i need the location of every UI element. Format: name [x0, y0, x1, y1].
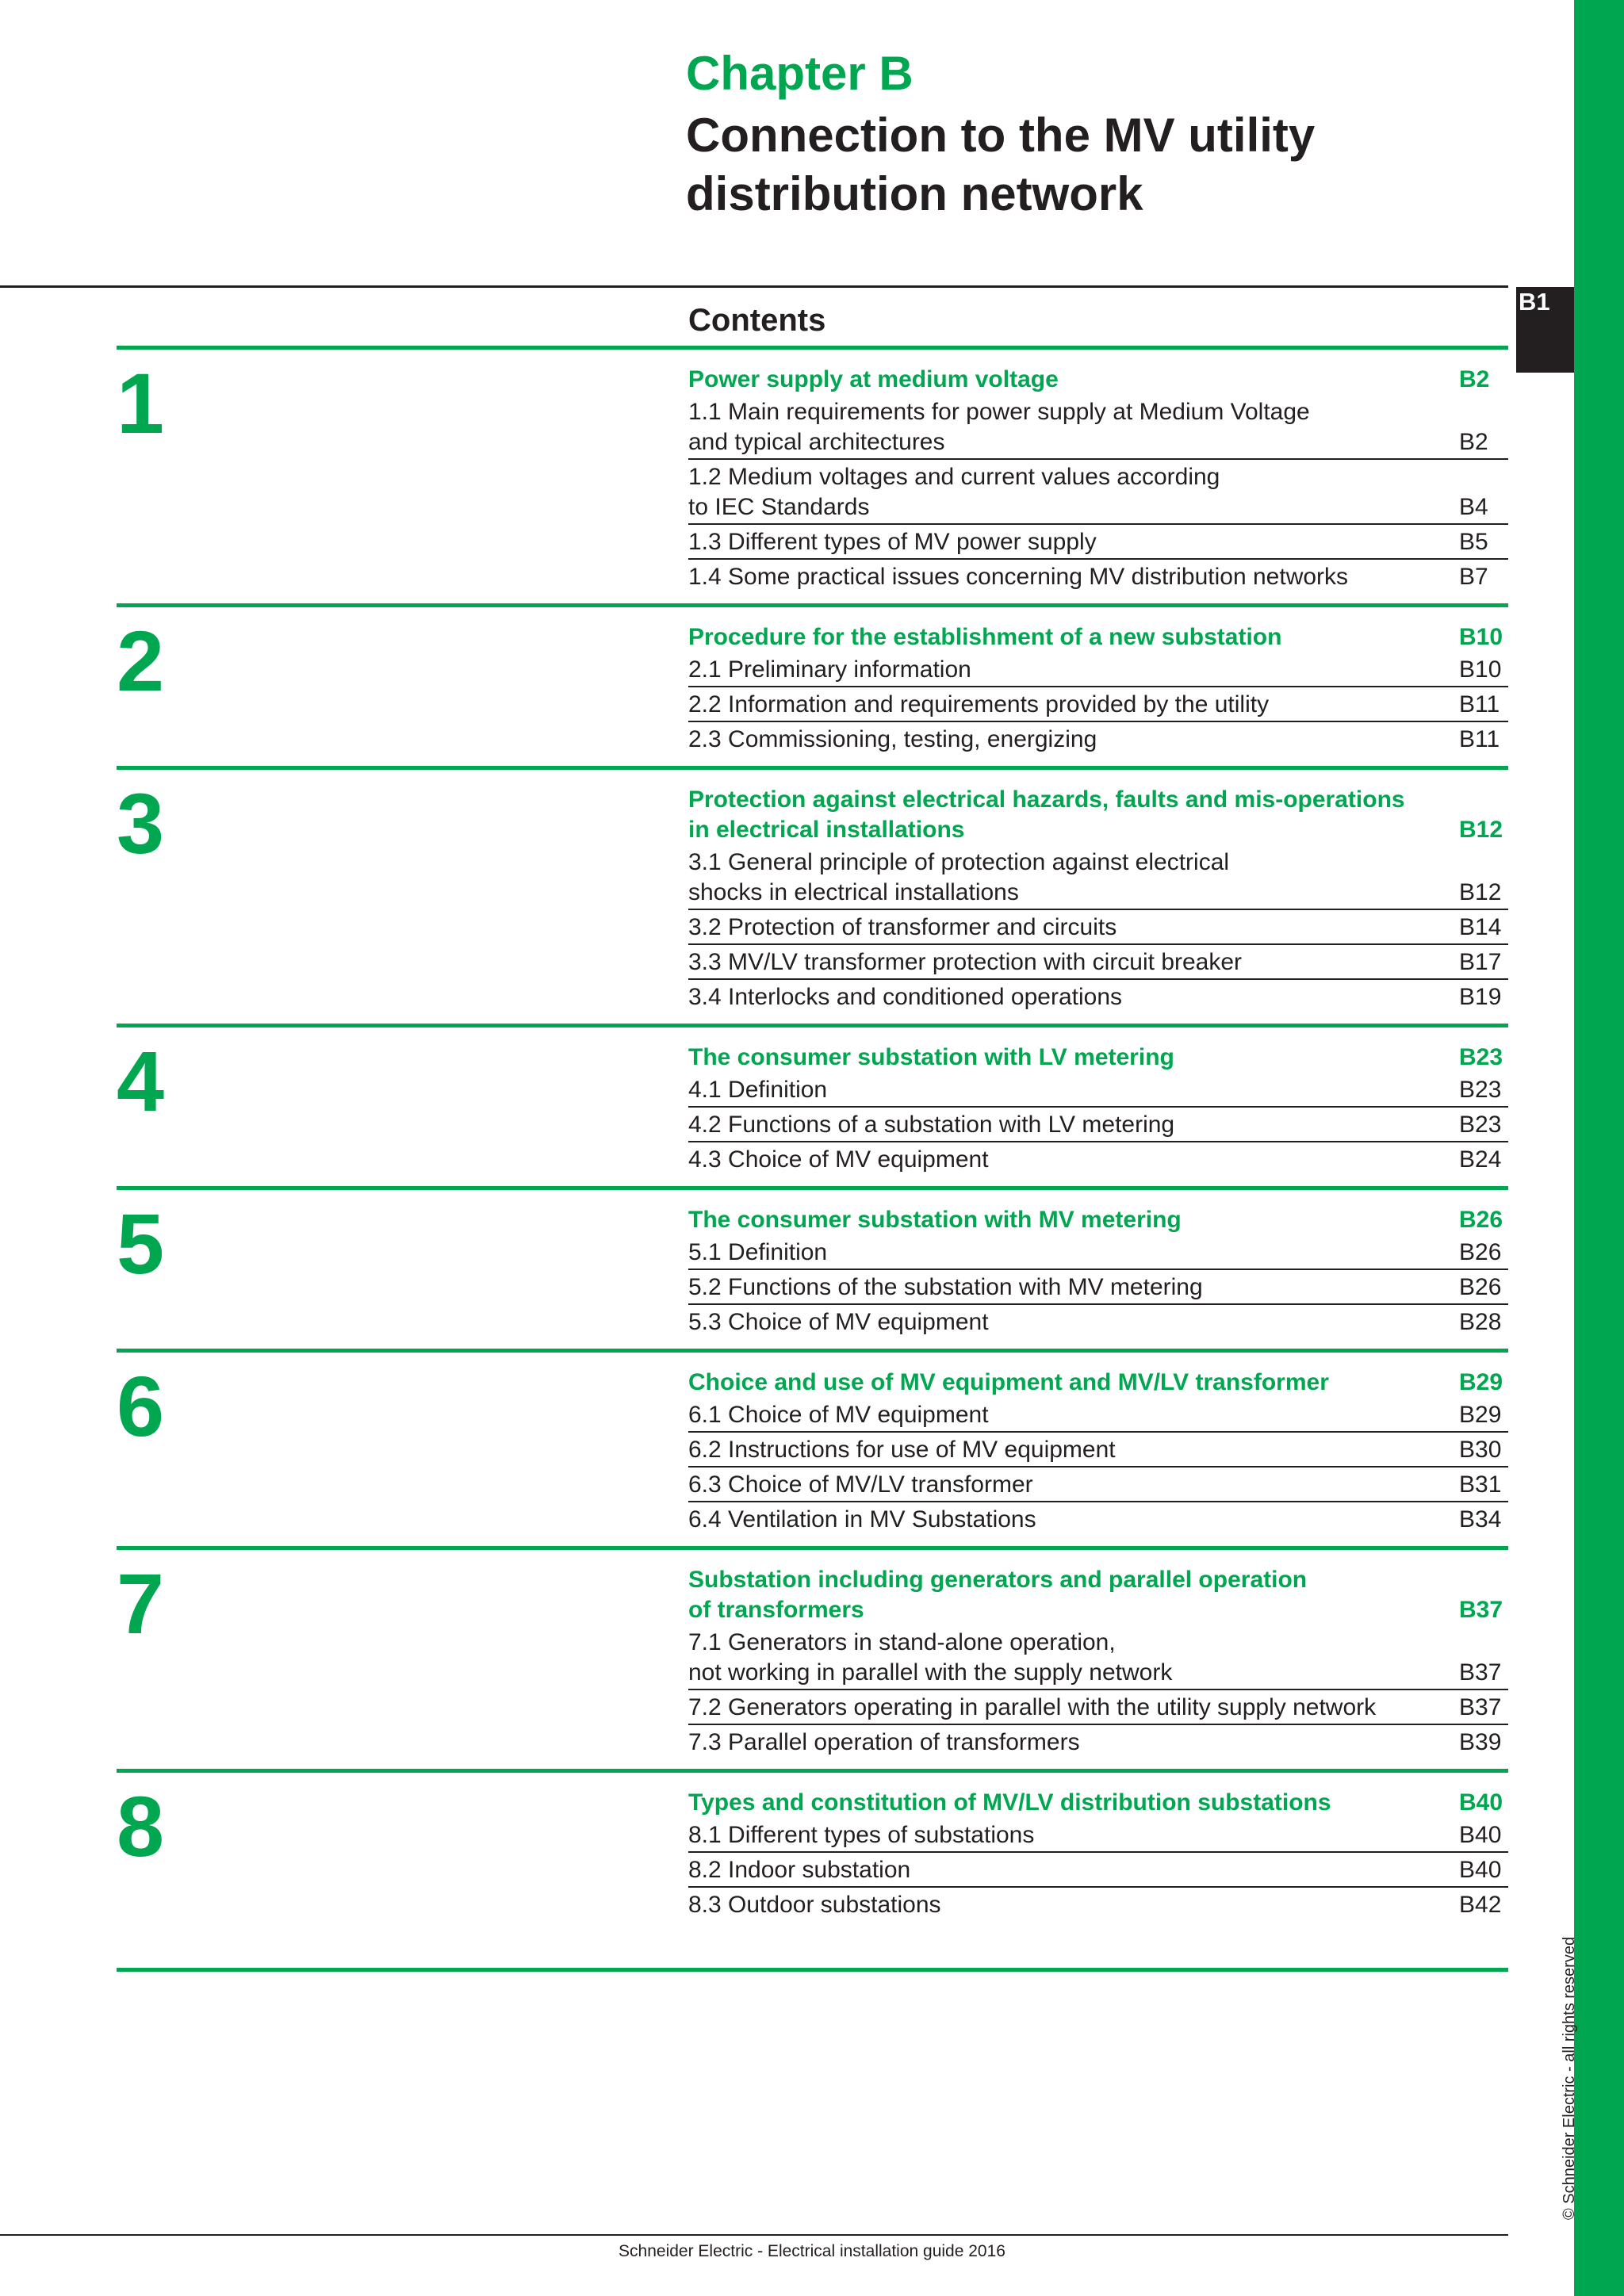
- toc-entry-page: B10: [1459, 656, 1502, 683]
- toc-entry-text: 5.1 Definition: [688, 1239, 828, 1265]
- toc-section: [117, 1769, 1508, 1931]
- toc-entry[interactable]: [688, 1820, 1508, 1853]
- toc-section: [117, 603, 1508, 766]
- section-page-ref: B26: [1459, 1207, 1503, 1233]
- toc-entry-page: B11: [1459, 691, 1500, 718]
- section-number: 1: [117, 355, 165, 451]
- section-entries: [688, 1043, 1508, 1176]
- chapter-label: Chapter B: [686, 47, 914, 100]
- toc-entry[interactable]: [688, 562, 1508, 593]
- header-divider: [0, 285, 1508, 288]
- page-number-label: B1: [1519, 288, 1550, 316]
- toc-entry-text: 8.3 Outdoor substations: [688, 1892, 941, 1918]
- section-page-ref: B40: [1459, 1789, 1503, 1816]
- section-page-ref: B37: [1459, 1597, 1503, 1623]
- section-page-ref: B29: [1459, 1369, 1503, 1395]
- side-accent-bar: [1574, 0, 1624, 2296]
- footer-divider: [0, 2234, 1508, 2236]
- section-page-ref: B10: [1459, 624, 1503, 650]
- toc-entry-text: 5.2 Functions of the substation with MV metering: [688, 1274, 1203, 1300]
- section-page-ref: B23: [1459, 1044, 1503, 1070]
- section-number: 7: [117, 1556, 165, 1651]
- toc-entry-page: B42: [1459, 1892, 1502, 1918]
- toc-section: [117, 346, 1508, 603]
- toc-entry-page: B40: [1459, 1857, 1502, 1883]
- section-title: Power supply at medium voltage: [688, 366, 1059, 392]
- toc-entry-text: 3.3 MV/LV transformer protection with circuit breaker: [688, 949, 1243, 975]
- section-title: The consumer substation with LV metering: [688, 1044, 1174, 1070]
- toc-entry-page: B23: [1459, 1112, 1502, 1138]
- toc-entry-page: B34: [1459, 1506, 1502, 1533]
- toc-entry-page: B14: [1459, 914, 1502, 940]
- toc-entry-text: 3.1 General principle of protection against electrical shocks in electrical installations: [688, 849, 1230, 905]
- toc-entry-text: 2.2 Information and requirements provided by the utility: [688, 691, 1270, 718]
- toc-entry-page: B23: [1459, 1077, 1502, 1103]
- toc-entry-page: B12: [1459, 879, 1502, 905]
- toc-section: [117, 1186, 1508, 1349]
- toc-entry-page: B26: [1459, 1239, 1502, 1265]
- page-footer: Schneider Electric - Electrical installation guide 2016: [619, 2242, 1005, 2260]
- toc-entry[interactable]: [688, 725, 1508, 756]
- toc-entry[interactable]: [688, 1628, 1508, 1690]
- toc-entry-text: 7.1 Generators in stand-alone operation, not working in parallel with the supply network: [688, 1629, 1173, 1686]
- toc-entry-page: B31: [1459, 1471, 1502, 1498]
- section-title-row[interactable]: [688, 1368, 1508, 1400]
- toc-entry[interactable]: [688, 982, 1508, 1013]
- section-number: 5: [117, 1196, 165, 1292]
- section-number: 2: [117, 613, 165, 709]
- section-number: 3: [117, 775, 165, 871]
- toc-end-rule: [117, 1968, 1508, 1972]
- toc-entry-text: 4.2 Functions of a substation with LV metering: [688, 1112, 1175, 1138]
- toc-entry[interactable]: [688, 1272, 1508, 1305]
- toc-entry-text: 3.4 Interlocks and conditioned operations: [688, 984, 1123, 1010]
- toc-entry-text: 1.3 Different types of MV power supply: [688, 529, 1097, 555]
- toc-entry-page: B2: [1459, 429, 1488, 455]
- toc-entry[interactable]: [688, 397, 1508, 460]
- section-entries: [688, 1788, 1508, 1921]
- toc-entry-text: 8.1 Different types of substations: [688, 1822, 1035, 1848]
- toc-entry[interactable]: [688, 913, 1508, 945]
- toc-entry-text: 3.2 Protection of transformer and circuits: [688, 914, 1117, 940]
- section-entries: [688, 785, 1508, 1013]
- toc-entry-text: 2.1 Preliminary information: [688, 656, 971, 683]
- toc-entry[interactable]: [688, 1435, 1508, 1468]
- toc-entry-text: 1.4 Some practical issues concerning MV distribution networks: [688, 564, 1349, 590]
- section-title: Procedure for the establishment of a new substation: [688, 624, 1282, 650]
- toc-entry-text: 8.2 Indoor substation: [688, 1857, 911, 1883]
- section-entries: [688, 622, 1508, 756]
- contents-heading: Contents: [688, 303, 826, 338]
- toc-entry[interactable]: [688, 1075, 1508, 1108]
- toc-entry-page: B37: [1459, 1659, 1502, 1686]
- section-entries: [688, 1368, 1508, 1536]
- toc-entry-text: 5.3 Choice of MV equipment: [688, 1309, 989, 1335]
- toc-section: [117, 766, 1508, 1024]
- toc-entry-page: B11: [1459, 726, 1500, 752]
- section-title-row[interactable]: [688, 1043, 1508, 1075]
- section-number: 4: [117, 1033, 165, 1129]
- toc-entry-text: 6.1 Choice of MV equipment: [688, 1402, 989, 1428]
- toc-entry[interactable]: [688, 1693, 1508, 1725]
- toc-entry[interactable]: [688, 1145, 1508, 1176]
- toc-entry-text: 6.3 Choice of MV/LV transformer: [688, 1471, 1033, 1498]
- toc-entry[interactable]: [688, 1400, 1508, 1433]
- section-title-row[interactable]: [688, 1565, 1508, 1628]
- toc-entry-page: B26: [1459, 1274, 1502, 1300]
- toc-entry[interactable]: [688, 947, 1508, 980]
- toc-entry-page: B4: [1459, 494, 1488, 520]
- toc-entry-text: 2.3 Commissioning, testing, energizing: [688, 726, 1097, 752]
- section-title: Protection against electrical hazards, faults and mis-operations in electrical installations: [688, 786, 1405, 843]
- page-number-tab: [1516, 287, 1574, 373]
- toc-section: [117, 1349, 1508, 1546]
- toc-entry-text: 6.4 Ventilation in MV Substations: [688, 1506, 1036, 1533]
- toc-section: [117, 1024, 1508, 1186]
- toc-entry-page: B39: [1459, 1729, 1502, 1755]
- section-number: 8: [117, 1778, 165, 1874]
- toc-entry-text: 6.2 Instructions for use of MV equipment: [688, 1437, 1116, 1463]
- toc-entry[interactable]: [688, 1728, 1508, 1758]
- toc-entry-page: B17: [1459, 949, 1502, 975]
- toc-entry[interactable]: [688, 1855, 1508, 1888]
- toc-entry[interactable]: [688, 1238, 1508, 1270]
- toc-entry-page: B7: [1459, 564, 1488, 590]
- toc-entry[interactable]: [688, 848, 1508, 910]
- section-entries: [688, 1205, 1508, 1338]
- chapter-title: Connection to the MV utility distribution network: [686, 109, 1316, 220]
- toc-entry-page: B5: [1459, 529, 1488, 555]
- section-title: Substation including generators and parallel operation of transformers: [688, 1567, 1308, 1623]
- toc-entry-text: 4.3 Choice of MV equipment: [688, 1146, 989, 1173]
- table-of-contents: [117, 346, 1508, 1972]
- section-title-row[interactable]: [688, 622, 1508, 655]
- toc-entry-page: B30: [1459, 1437, 1502, 1463]
- section-title-row[interactable]: [688, 1788, 1508, 1820]
- toc-entry[interactable]: [688, 1890, 1508, 1921]
- toc-entry-text: 1.2 Medium voltages and current values according to IEC Standards: [688, 464, 1220, 520]
- toc-entry-text: 1.1 Main requirements for power supply at Medium Voltage and typical architectures: [688, 399, 1310, 455]
- toc-entry[interactable]: [688, 462, 1508, 525]
- toc-entry[interactable]: [688, 655, 1508, 687]
- toc-entry-page: B19: [1459, 984, 1502, 1010]
- section-title-row[interactable]: [688, 365, 1508, 397]
- toc-entry-page: B24: [1459, 1146, 1502, 1173]
- toc-entry-page: B40: [1459, 1822, 1502, 1848]
- section-page-ref: B12: [1459, 817, 1503, 843]
- toc-entry-page: B37: [1459, 1694, 1502, 1720]
- section-page-ref: B2: [1459, 366, 1490, 392]
- toc-entry[interactable]: [688, 690, 1508, 722]
- toc-entry[interactable]: [688, 527, 1508, 560]
- toc-entry[interactable]: [688, 1470, 1508, 1502]
- toc-entry-page: B29: [1459, 1402, 1502, 1428]
- copyright-notice: © Schneider Electric - all rights reserved: [1561, 1936, 1578, 2220]
- toc-entry-text: 7.2 Generators operating in parallel with the utility supply network: [688, 1694, 1377, 1720]
- section-title: Types and constitution of MV/LV distribution substations: [688, 1789, 1331, 1816]
- toc-entry[interactable]: [688, 1307, 1508, 1338]
- section-entries: [688, 1565, 1508, 1758]
- toc-entry-text: 7.3 Parallel operation of transformers: [688, 1729, 1080, 1755]
- section-title: Choice and use of MV equipment and MV/LV transformer: [688, 1369, 1329, 1395]
- toc-section: [117, 1546, 1508, 1769]
- toc-entry-page: B28: [1459, 1309, 1502, 1335]
- toc-entry[interactable]: [688, 1110, 1508, 1142]
- section-title-row[interactable]: [688, 1205, 1508, 1238]
- section-title: The consumer substation with MV metering: [688, 1207, 1182, 1233]
- section-title-row[interactable]: [688, 785, 1508, 848]
- section-number: 6: [117, 1358, 165, 1454]
- toc-entry-text: 4.1 Definition: [688, 1077, 828, 1103]
- toc-entry[interactable]: [688, 1505, 1508, 1536]
- section-entries: [688, 365, 1508, 593]
